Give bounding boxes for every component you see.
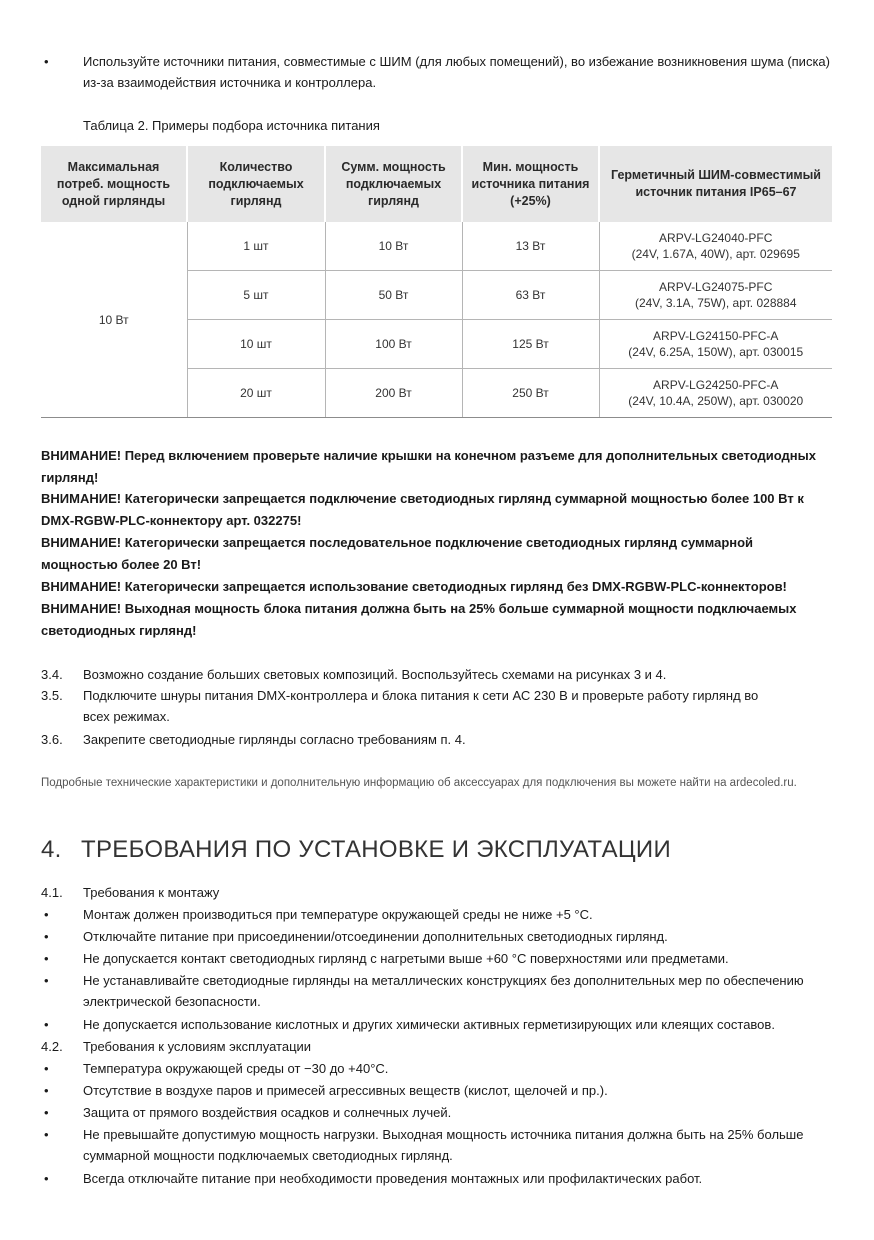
subsection-number: 4.2. [41, 1039, 63, 1054]
bullet-mark: • [44, 973, 49, 988]
warning-4 [41, 576, 831, 598]
bullet-mark: • [44, 54, 49, 69]
section-title: ТРЕБОВАНИЯ ПО УСТАНОВКЕ И ЭКСПЛУАТАЦИИ [81, 836, 672, 863]
intro-bullet-text: Используйте источники питания, совместимые с ШИМ (для любых помещений), во избежание возникновения шума (писка) из-за взаимодействия источника и контроллера. [83, 54, 830, 90]
list-item-text: Всегда отключайте питание при необходимости проведения монтажных или профилактических работ. [83, 1171, 703, 1186]
psu-model-name: ARPV-LG24250-PFC-A [653, 378, 779, 392]
warning-label: ВНИМАНИЕ! [41, 535, 122, 550]
subsection-title: Требования к монтажу [83, 885, 220, 900]
list-item-text: Температура окружающей среды от −30 до +40°С. [83, 1061, 389, 1076]
cell-min-power: 125 Вт [462, 320, 599, 369]
cell-total-power: 200 Вт [325, 369, 462, 418]
bullet-mark: • [44, 929, 49, 944]
cell-total-power: 100 Вт [325, 320, 462, 369]
list-item-text: Монтаж должен производиться при температуре окружающей среды не ниже +5 °С. [83, 907, 593, 922]
table-header-row [41, 146, 832, 222]
step-number: 3.5. [41, 688, 63, 703]
cell-psu-model [599, 271, 832, 320]
cell-psu-model [599, 222, 832, 271]
bullet-mark: • [44, 1017, 49, 1032]
cell-min-power: 63 Вт [462, 271, 599, 320]
list-item-text: Не устанавливайте светодиодные гирлянды на металлических конструкциях без дополнительных мер по обеспечению электрической безопасности. [83, 973, 804, 1009]
warning-label: ВНИМАНИЕ! [41, 491, 122, 506]
bullet-mark: • [44, 907, 49, 922]
psu-model-specs: (24V, 10.4A, 250W), арт. 030020 [628, 394, 804, 408]
psu-model-specs: (24V, 1.67A, 40W), арт. 029695 [631, 247, 800, 261]
bullet-mark: • [44, 951, 49, 966]
warning-2 [41, 488, 831, 532]
subsection-title: Требования к условиям эксплуатации [83, 1039, 312, 1054]
psu-model-name: ARPV-LG24075-PFC [659, 280, 773, 294]
table-row [41, 222, 832, 271]
power-supply-table [41, 146, 832, 418]
cell-total-power: 50 Вт [325, 271, 462, 320]
psu-model-specs: (24V, 3.1A, 75W), арт. 028884 [634, 296, 797, 310]
warning-5 [41, 598, 831, 642]
cell-total-power: 10 Вт [325, 222, 462, 271]
header-max-power: Максимальная потреб. мощность одной гирлянды [41, 146, 187, 222]
section-number: 4. [41, 836, 62, 863]
cell-psu-model [599, 320, 832, 369]
warning-text: Перед включением проверьте наличие крышки на конечном разъеме для дополнительных светодиодных гирлянд! [41, 448, 816, 485]
table-caption: Таблица 2. Примеры подбора источника питания [83, 118, 380, 133]
step-number: 3.4. [41, 667, 63, 682]
warning-label: ВНИМАНИЕ! [41, 448, 122, 463]
header-min-psu-power: Мин. мощность источника питания (+25%) [462, 146, 599, 222]
cell-quantity: 1 шт [187, 222, 325, 271]
psu-model-name: ARPV-LG24040-PFC [659, 231, 773, 245]
info-note: Подробные технические характеристики и дополнительную информацию об аксессуарах для подключения вы можете найти на ardecoled.ru. [41, 777, 797, 789]
warning-3 [41, 532, 831, 576]
warning-text: Категорически запрещается подключение светодиодных гирлянд суммарной мощностью более 100 Вт к DMX-RGBW-PLC-коннектору арт. 032275! [41, 491, 804, 528]
step-text: Возможно создание больших световых композиций. Воспользуйтесь схемами на рисунках 3 и 4. [83, 667, 667, 682]
step-text: Подключите шнуры питания DMX-контроллера и блока питания к сети АС 230 В и проверьте работу гирлянд во всех режимах. [83, 688, 759, 724]
cell-min-power: 13 Вт [462, 222, 599, 271]
list-item-text: Защита от прямого воздействия осадков и солнечных лучей. [83, 1105, 452, 1120]
bullet-mark: • [44, 1127, 49, 1142]
header-total-power: Сумм. мощность подключаемых гирлянд [325, 146, 462, 222]
header-psu-model: Герметичный ШИМ-совместимый источник питания IP65–67 [599, 146, 832, 222]
list-item-text: Не допускается контакт светодиодных гирлянд с нагретыми выше +60 °С поверхностями или предметами. [83, 951, 729, 966]
bullet-mark: • [44, 1105, 49, 1120]
cell-psu-model [599, 369, 832, 418]
section-heading [41, 836, 671, 864]
psu-model-name: ARPV-LG24150-PFC-A [653, 329, 779, 343]
bullet-mark: • [44, 1171, 49, 1186]
cell-min-power: 250 Вт [462, 369, 599, 418]
warning-1 [41, 445, 831, 489]
warning-label: ВНИМАНИЕ! [41, 601, 122, 616]
cell-quantity: 5 шт [187, 271, 325, 320]
cell-quantity: 10 шт [187, 320, 325, 369]
warning-text: Выходная мощность блока питания должна быть на 25% больше суммарной мощности подключаемых светодиодных гирлянд! [41, 601, 797, 638]
bullet-mark: • [44, 1061, 49, 1076]
list-item-text: Не допускается использование кислотных и других химически активных герметизирующих или клеящих составов. [83, 1017, 775, 1032]
cell-quantity: 20 шт [187, 369, 325, 418]
warning-label: ВНИМАНИЕ! [41, 579, 122, 594]
list-item-text: Не превышайте допустимую мощность нагрузки. Выходная мощность источника питания должна быть на 25% больше суммарной мощности подключаемых светодиодных гирлянд. [83, 1127, 804, 1163]
bullet-mark: • [44, 1083, 49, 1098]
warning-text: Категорически запрещается последовательное подключение светодиодных гирлянд суммарной мощностью более 20 Вт! [41, 535, 754, 572]
psu-model-specs: (24V, 6.25A, 150W), арт. 030015 [628, 345, 804, 359]
header-quantity: Количество подключаемых гирлянд [187, 146, 325, 222]
subsection-number: 4.1. [41, 885, 63, 900]
step-number: 3.6. [41, 732, 63, 747]
list-item-text: Отключайте питание при присоединении/отсоединении дополнительных светодиодных гирлянд. [83, 929, 668, 944]
cell-garland-power: 10 Вт [41, 222, 187, 418]
warning-text: Категорически запрещается использование светодиодных гирлянд без DMX-RGBW-PLC-коннекторов! [121, 579, 787, 594]
step-text: Закрепите светодиодные гирлянды согласно требованиям п. 4. [83, 732, 466, 747]
list-item-text: Отсутствие в воздухе паров и примесей агрессивных веществ (кислот, щелочей и пр.). [83, 1083, 608, 1098]
